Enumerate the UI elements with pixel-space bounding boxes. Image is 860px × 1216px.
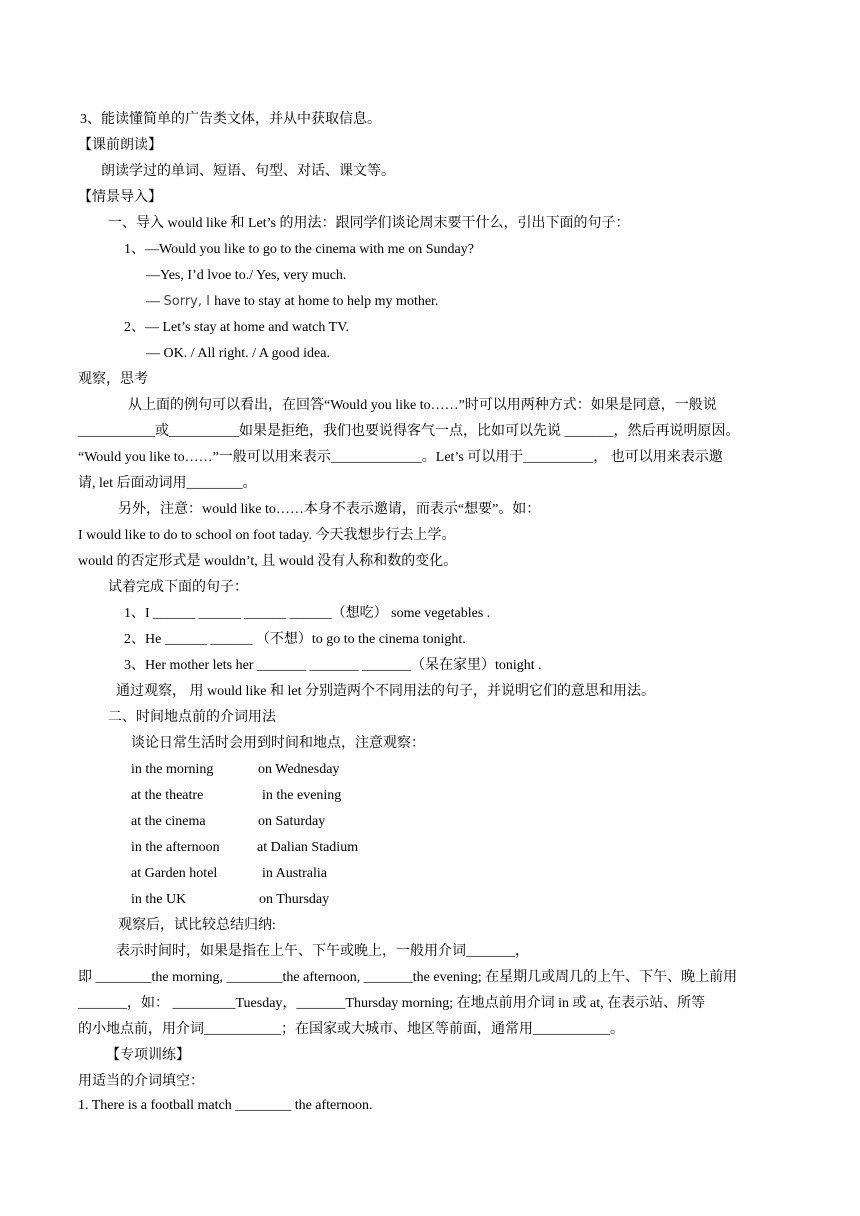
part1-title: 一、导入 would like 和 Let’s 的用法：跟同学们谈论周末要干什么，引出下面的句子： <box>108 216 630 231</box>
phrase-left: at the cinema <box>131 814 206 829</box>
pre-reading-text: 朗读学过的单词、短语、句型、对话、课文等。 <box>101 164 395 179</box>
example1-question: 1、—Would you like to go to the cinema with me on Sunday? <box>124 242 474 257</box>
phrase-right: on Wednesday <box>258 762 340 777</box>
example2-answer: — OK. / All right. / A good idea. <box>146 346 330 361</box>
section-header-intro: 【情景导入】 <box>78 190 162 205</box>
phrase-right: in Australia <box>262 866 327 881</box>
training-instruction: 用适当的介词填空： <box>78 1074 204 1089</box>
exercise-q3: 3、Her mother lets her _______ _______ _______（呆在家里）tonight . <box>124 658 542 673</box>
example2-question: 2、— Let’s stay at home and watch TV. <box>124 320 349 335</box>
observe-label: 观察，思考 <box>78 372 148 387</box>
para1-line2: ___________或__________如果是拒绝，我们也要说得客气一点，比如可以先说 _______，然后再说明原因。 <box>78 424 740 439</box>
phrase-left: in the UK <box>131 892 187 907</box>
rule-line2: 即 ________the morning, ________the afternoon, _______the evening; 在星期几或周几的上午、下午、晚上前用 <box>78 970 738 985</box>
example-sentence: I would like to do to school on foot taday. 今天我想步行去上学。 <box>78 528 456 543</box>
section-header-pre-reading: 【课前朗读】 <box>78 138 162 153</box>
phrase-right: on Thursday <box>259 892 330 907</box>
phrase-right: on Saturday <box>258 814 326 829</box>
exercise-q2: 2、He ______ ______ （不想）to go to the cinema tonight. <box>124 632 466 647</box>
para1-line4: 请, let 后面动词用________。 <box>78 476 257 491</box>
part2-intro: 谈论日常生活时会用到时间和地点，注意观察： <box>131 736 425 751</box>
section-header-training: 【专项训练】 <box>106 1048 190 1063</box>
para1-line1: 从上面的例句可以看出，在回答“Would you like to……”时可以用两种方式：如果是同意，一般说 <box>128 398 717 413</box>
make-sentences-instruction: 通过观察， 用 would like 和 let 分别造两个不同用法的句子，并说明它们的意思和用法。 <box>116 684 655 699</box>
try-complete-instruction: 试着完成下面的句子： <box>108 580 248 595</box>
sorry-text: Sorry, I <box>163 294 215 309</box>
phrase-left: in the morning <box>131 762 214 777</box>
training-q1: 1. There is a football match ________ the afternoon. <box>78 1098 373 1113</box>
phrase-left: at the theatre <box>131 788 204 803</box>
phrase-left: at Garden hotel <box>131 866 218 881</box>
dash: — <box>146 294 164 309</box>
phrase-right: at Dalian Stadium <box>257 840 359 855</box>
part2-title: 二、时间地点前的介词用法 <box>108 710 276 725</box>
example1-answer-yes: —Yes, I’d lvoe to./ Yes, very much. <box>146 268 347 283</box>
rule-line3: _______，如： _________Tuesday，_______Thursday morning; 在地点前用介词 in 或 at, 在表示站、所等 <box>78 996 706 1011</box>
para1-line3: “Would you like to……”一般可以用来表示_____________。Let’s 可以用于__________， 也可以用来表示邀 <box>78 450 723 465</box>
rule-line4: 的小地点前，用介词___________；在国家或大城市、地区等前面，通常用___________。 <box>78 1022 624 1037</box>
negative-note: would 的否定形式是 wouldn’t, 且 would 没有人称和数的变化。 <box>78 554 458 569</box>
summary-prompt: 观察后，试比较总结归纳: <box>118 918 276 933</box>
phrase-left: in the afternoon <box>131 840 220 855</box>
also-note: 另外，注意：would like to……本身不表示邀请，而表示“想要”。如： <box>118 502 541 517</box>
goal-item-3: 3、能读懂简单的广告类文体，并从中获取信息。 <box>80 112 381 127</box>
phrase-right: in the evening <box>262 788 342 803</box>
example1-answer-no <box>146 293 438 311</box>
answer-rest: have to stay at home to help my mother. <box>214 294 439 309</box>
rule-line1: 表示时间时，如果是指在上午、下午或晚上，一般用介词_______， <box>116 944 529 959</box>
exercise-q1: 1、I ______ ______ ______ ______（想吃） some vegetables . <box>124 606 491 621</box>
